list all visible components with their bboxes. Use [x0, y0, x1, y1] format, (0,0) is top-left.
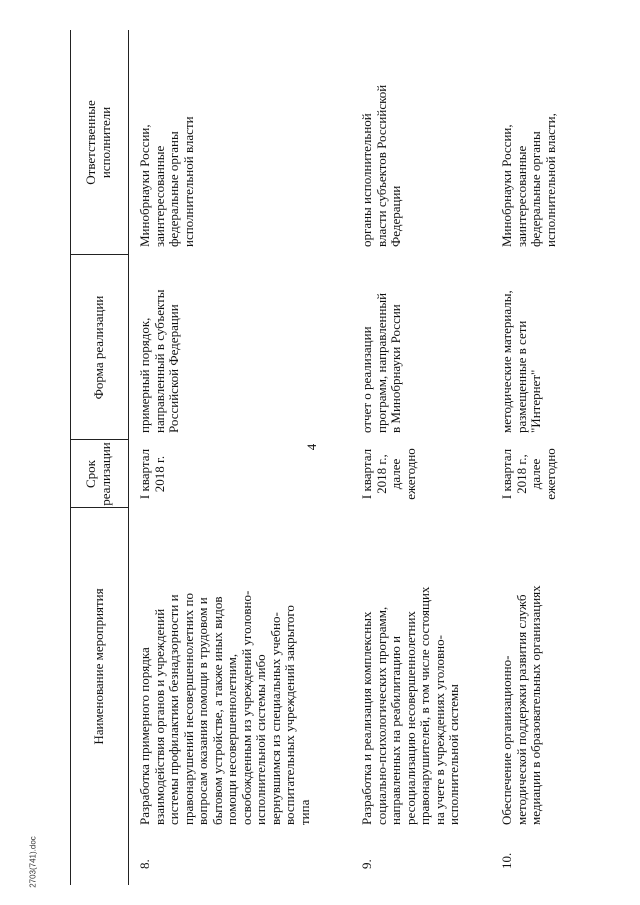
- text-line: "Интернет": [528, 369, 543, 433]
- text-line: на учете в учреждениях уголовно-: [431, 635, 447, 825]
- text-line: методические материалы,: [499, 290, 514, 433]
- text-line: социально-психологических программ,: [373, 606, 389, 825]
- row-number: 8.: [137, 859, 152, 869]
- text-line: I квартал: [137, 448, 152, 500]
- text-line: исполнительной власти: [180, 116, 196, 247]
- text-line: вопросам оказания помощи в трудовом и: [195, 597, 210, 825]
- row-form: [500, 290, 544, 433]
- header-term-line: реализации: [98, 442, 113, 506]
- text-line: программ, направленный: [373, 292, 389, 433]
- text-line: ежегодно: [542, 448, 558, 500]
- measures-table: [70, 30, 625, 885]
- header-responsible-line: Ответственные: [83, 100, 98, 185]
- row-term: [138, 440, 167, 508]
- document-filename: 2703(741).doc: [28, 836, 38, 888]
- text-line: взаимодействия органов и учреждений: [151, 608, 167, 825]
- text-line: направленный в субъекты: [151, 289, 167, 433]
- text-line: правонарушителей, в том числе состоящих: [417, 586, 432, 825]
- row-name: [138, 591, 312, 825]
- text-line: исполнительной власти,: [542, 113, 558, 247]
- text-line: вернувшимся из специальных учебно-: [267, 612, 283, 825]
- header-term-line: Срок: [83, 460, 98, 488]
- header-responsible: [83, 30, 113, 255]
- text-line: бытовом устройстве, а также иных видов: [209, 596, 225, 825]
- header-form: Форма реализации: [91, 295, 106, 400]
- row-form: [360, 293, 404, 433]
- text-line: воспитательных учреждений закрытого: [282, 605, 297, 825]
- row-term: [500, 440, 558, 508]
- row-number: 9.: [359, 859, 374, 869]
- header-term: [83, 440, 113, 508]
- text-line: Обеспечение организационно-: [499, 655, 514, 825]
- page-number: 4: [304, 443, 319, 451]
- text-line: заинтересованные: [151, 145, 167, 247]
- text-line: исполнительной системы либо: [253, 654, 268, 825]
- text-line: 2018 г.,: [513, 454, 529, 494]
- row-name: [360, 587, 462, 825]
- text-line: 2018 г.,: [373, 454, 389, 494]
- text-line: типа: [296, 799, 312, 825]
- text-line: федеральные органы: [528, 131, 543, 247]
- text-line: системы профилактики безнадзорности и: [166, 594, 181, 825]
- row-responsible: [360, 85, 404, 247]
- row-responsible: [138, 116, 196, 247]
- text-line: освобожденным из учреждений уголовно-: [238, 590, 254, 825]
- text-line: ресоциализацию несовершеннолетних: [402, 611, 418, 825]
- row-term: [360, 440, 418, 508]
- header-name: Наименование мероприятия: [91, 588, 106, 745]
- text-line: I квартал: [359, 448, 374, 500]
- text-line: Федерации: [388, 185, 403, 247]
- text-line: отчет о реализации: [359, 326, 374, 433]
- text-line: в Минобрнауки России: [388, 304, 403, 433]
- text-line: исполнительной системы: [446, 684, 461, 825]
- text-line: примерный порядок,: [137, 317, 152, 433]
- row-number: 10.: [499, 852, 514, 869]
- text-line: власти субъектов Российской: [373, 84, 389, 247]
- header-responsible-line: исполнители: [98, 106, 113, 179]
- text-line: заинтересованные: [513, 145, 529, 247]
- text-line: далее: [528, 458, 543, 490]
- table-top-border: [70, 30, 71, 885]
- text-line: правонарушений несовершеннолетних по: [180, 593, 196, 825]
- row-name: [500, 585, 544, 825]
- text-line: I квартал: [499, 448, 514, 500]
- text-line: Разработка примерного порядка: [137, 647, 152, 825]
- text-line: федеральные органы: [166, 131, 181, 247]
- text-line: органы исполнительной: [359, 113, 374, 247]
- text-line: методической поддержки развития служб: [513, 594, 529, 825]
- text-line: Минобрнауки России,: [499, 124, 514, 247]
- text-line: Разработка и реализация комплексных: [359, 611, 374, 825]
- text-line: далее: [388, 458, 403, 490]
- text-line: Российской Федерации: [166, 304, 181, 433]
- text-line: направленных на реабилитацию и: [388, 635, 403, 825]
- header-bottom-border: [128, 30, 129, 885]
- text-line: размещенные в сети: [513, 320, 529, 433]
- text-line: помощи несовершеннолетним,: [224, 653, 239, 825]
- text-line: 2018 г.: [151, 455, 167, 493]
- text-line: медиации в образовательных организациях: [528, 585, 543, 825]
- text-line: Минобрнауки России,: [137, 124, 152, 247]
- row-responsible: [500, 113, 558, 247]
- row-form: [138, 289, 182, 433]
- text-line: ежегодно: [402, 448, 418, 500]
